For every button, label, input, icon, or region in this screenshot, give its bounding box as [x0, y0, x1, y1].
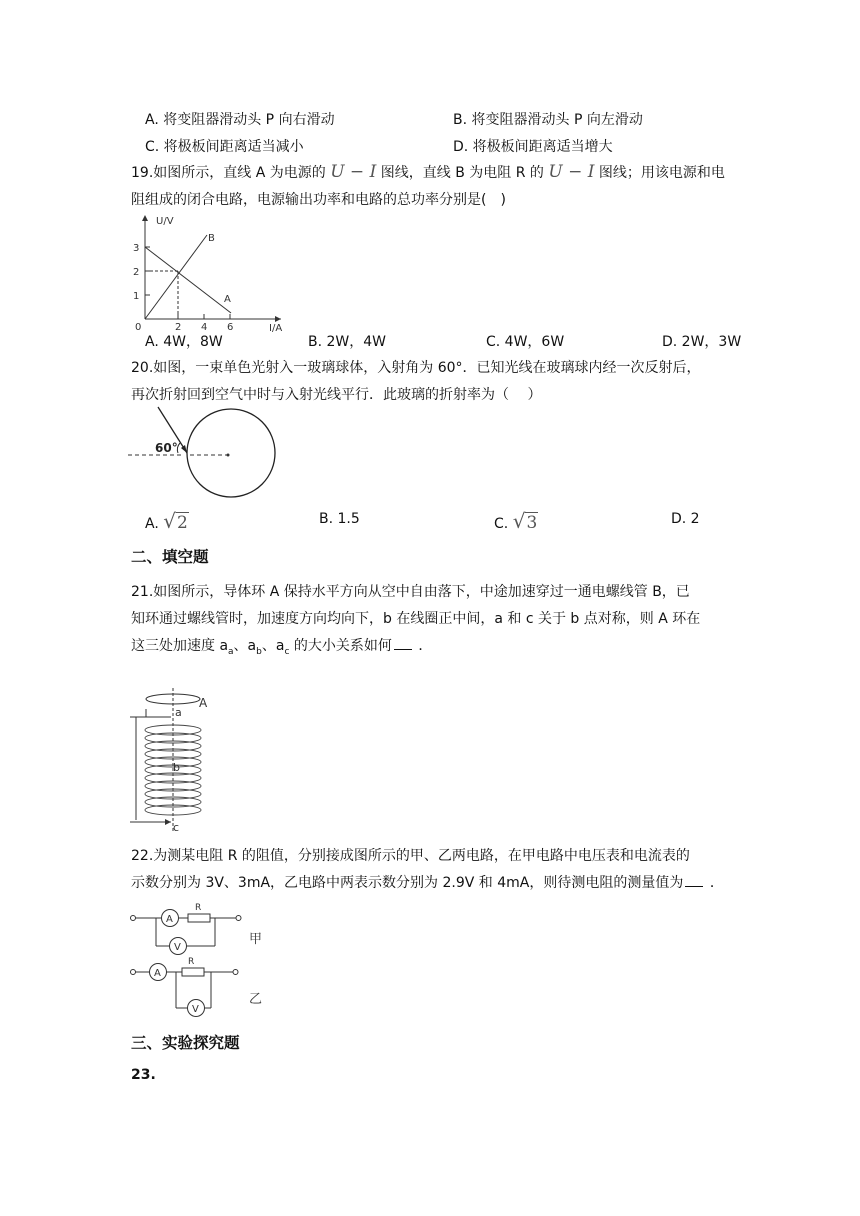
q19-ui-label-2: U − I	[548, 162, 595, 182]
x-tick-label-6: 6	[227, 322, 234, 333]
q21-question-line1: 21.如图所示，导体环 A 保持水平方向从空中自由落下，中途加速穿过一通电螺线管 B，已	[131, 584, 690, 600]
q20-option-a-prefix: A.	[145, 516, 159, 532]
ammeter-label: A	[166, 914, 173, 925]
y-tick-label-2: 2	[133, 267, 140, 278]
ammeter-label: A	[154, 968, 161, 979]
q19-option-b: B. 2W，4W	[308, 334, 387, 350]
q19-text-part1: 19.如图所示，直线 A 为电源的	[131, 165, 326, 181]
sub-a: a	[228, 646, 234, 657]
circuit-yi-label: 乙	[249, 992, 263, 1007]
x-tick-label-2: 2	[175, 322, 182, 333]
glass-sphere	[187, 409, 275, 497]
sub-b: b	[256, 646, 262, 657]
line-b-label: B	[208, 233, 215, 244]
q18-option-c: C. 将极板间距离适当减小	[145, 139, 304, 155]
voltmeter-label: V	[192, 1004, 199, 1015]
sphere-center	[227, 454, 230, 457]
sep1: 、a	[233, 638, 257, 654]
q20-option-d: D. 2	[671, 511, 700, 527]
q19-question-line2: 阻组成的闭合电路，电源输出功率和电路的总功率分别是( )	[131, 192, 506, 208]
y-axis-arrow	[142, 215, 148, 221]
line-a	[145, 247, 231, 313]
q19-option-c: C. 4W，6W	[486, 334, 565, 350]
q18-option-d: D. 将极板间距离适当增大	[453, 139, 613, 155]
q22-question-line2	[131, 872, 724, 892]
q21-question-line2: 知环通过螺线管时，加速度方向均向下，b 在线圈正中间，a 和 c 关于 b 点对称，则 A 环在	[131, 611, 701, 627]
resistor-label: R	[188, 957, 195, 967]
q22-question-line1: 22.为测某电阻 R 的阻值，分别接成图所示的甲、乙两电路，在甲电路中电压表和电流表的	[131, 848, 690, 864]
sub-c: c	[284, 646, 290, 657]
q19-option-d: D. 2W，3W	[662, 334, 742, 350]
answer-blank	[685, 874, 703, 887]
terminal	[233, 970, 238, 975]
resistor-icon	[188, 914, 210, 922]
circuit-jia	[131, 903, 263, 955]
bottom-lead-arrow	[165, 819, 171, 825]
q21-solenoid-figure	[128, 688, 228, 836]
q18-option-a: A. 将变阻器滑动头 P 向右滑动	[145, 112, 335, 128]
sep2: 、a	[261, 638, 285, 654]
point-a-label: a	[175, 706, 182, 719]
q22-text-prefix: 示数分别为 3V、3mA，乙电路中两表示数分别为 2.9V 和 4mA，则待测电阻的测量值为	[131, 875, 684, 891]
q20-option-c-value: 3	[526, 513, 538, 533]
q20-option-c-prefix: C.	[494, 516, 509, 532]
q23-number: 23.	[131, 1067, 156, 1083]
q21-question-line3	[131, 635, 432, 657]
line-b	[145, 235, 207, 319]
resistor-icon	[182, 968, 204, 976]
circuit-jia-label: 甲	[249, 932, 263, 947]
terminal	[131, 970, 136, 975]
origin-label: 0	[135, 322, 142, 333]
resistor-label: R	[195, 903, 202, 913]
x-axis-label: I/A	[269, 323, 283, 334]
ring-a-label: A	[199, 696, 208, 710]
q21-text-suffix: 的大小关系如何	[289, 638, 392, 654]
point-c-label: c	[173, 821, 180, 834]
q19-ui-label-1: U − I	[330, 162, 377, 182]
q21-text-prefix: 这三处加速度 a	[131, 638, 229, 654]
sqrt-3: √3	[512, 509, 538, 533]
terminal	[131, 916, 136, 921]
incident-ray-arrow	[181, 445, 187, 453]
q19-ui-graph	[131, 211, 301, 334]
q20-option-c	[494, 509, 538, 533]
q22-circuits-figure	[128, 900, 278, 1020]
q20-question-line2: 再次折射回到空气中时与入射光线平行．此玻璃的折射率为（ ）	[131, 387, 542, 403]
q20-glass-ball-figure	[128, 405, 288, 500]
q19-question-line1	[131, 162, 725, 182]
q20-question-line1: 20.如图，一束单色光射入一玻璃球体，入射角为 60°．已知光线在玻璃球内经一次反射后，	[131, 360, 701, 376]
q19-text-part3: 图线；用该电源和电	[598, 165, 725, 181]
angle-arc	[177, 443, 180, 453]
q18-option-b: B. 将变阻器滑动头 P 向左滑动	[453, 112, 643, 128]
voltmeter-label: V	[174, 942, 181, 953]
y-tick-label-1: 1	[133, 291, 140, 302]
section-experiment-title: 三、实验探究题	[131, 1034, 240, 1052]
line-a-label: A	[224, 294, 231, 305]
y-axis-label: U/V	[156, 216, 174, 227]
angle-label: 60°	[155, 441, 178, 455]
q19-option-a: A. 4W，8W	[145, 334, 223, 350]
q22-text-end: ．	[709, 875, 724, 891]
y-tick-label-3: 3	[133, 243, 140, 254]
x-tick-label-4: 4	[201, 322, 208, 333]
q20-option-b: B. 1.5	[319, 511, 360, 527]
sqrt-2: √2	[163, 509, 188, 533]
point-b-label: b	[173, 761, 180, 774]
q19-text-part2: 图线，直线 B 为电阻 R 的	[380, 165, 544, 181]
section-fill-in-title: 二、填空题	[131, 548, 209, 566]
circuit-yi	[131, 957, 263, 1017]
q20-option-a	[145, 509, 189, 533]
x-axis-arrow	[275, 316, 281, 322]
terminal	[236, 916, 241, 921]
q20-option-a-value: 2	[176, 513, 188, 533]
answer-blank	[394, 637, 412, 650]
q21-text-end: ．	[418, 638, 433, 654]
